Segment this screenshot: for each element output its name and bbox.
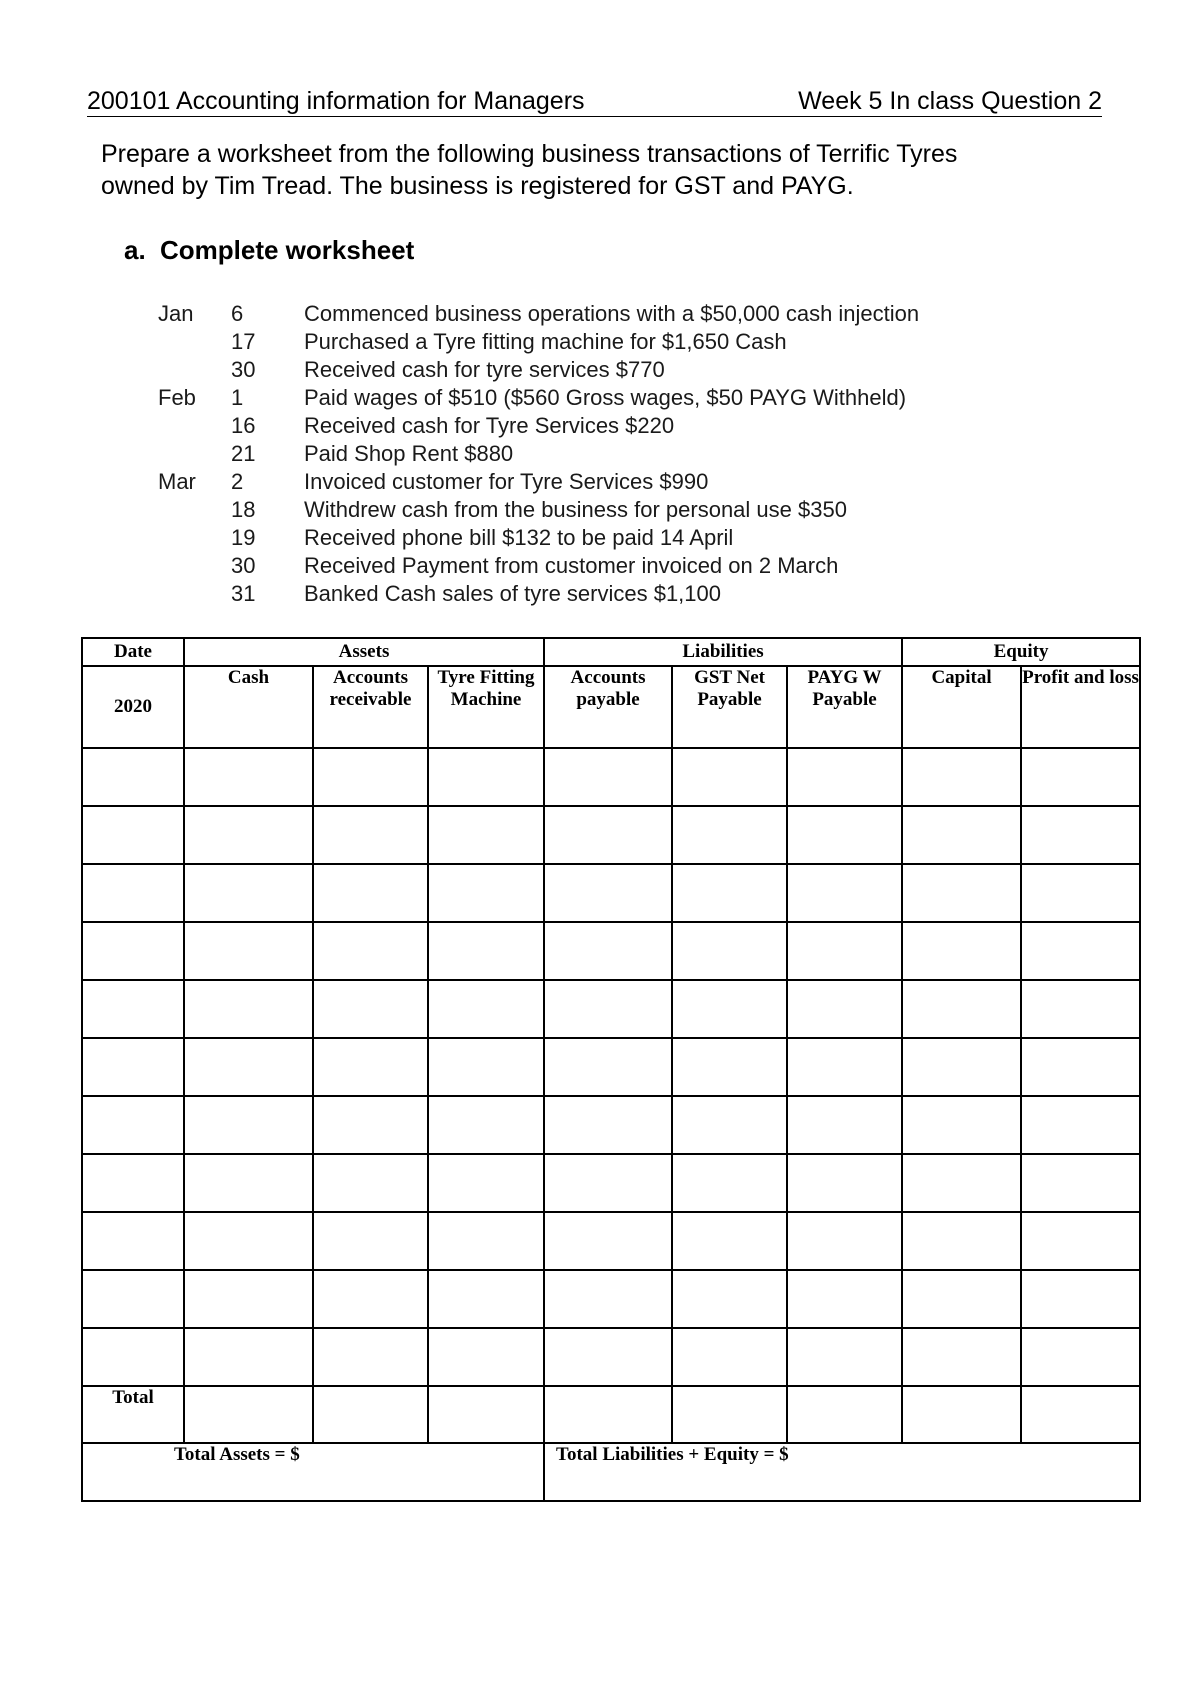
worksheet-entry-row (82, 1270, 1140, 1328)
entry-date-cell[interactable] (82, 748, 184, 806)
entry-amount-cell[interactable] (787, 1212, 902, 1270)
section-title-text: Complete worksheet (160, 235, 415, 265)
entry-amount-cell[interactable] (672, 1038, 787, 1096)
total-cell[interactable] (428, 1386, 544, 1443)
entry-date-cell[interactable] (82, 980, 184, 1038)
entry-amount-cell[interactable] (672, 748, 787, 806)
transaction-row (158, 384, 1058, 412)
instructions-paragraph (101, 138, 1111, 202)
entry-amount-cell[interactable] (544, 1096, 672, 1154)
entry-amount-cell[interactable] (428, 864, 544, 922)
entry-amount-cell[interactable] (787, 1154, 902, 1212)
entry-amount-cell[interactable] (313, 1270, 428, 1328)
entry-amount-cell[interactable] (184, 1038, 313, 1096)
entry-amount-cell[interactable] (544, 922, 672, 980)
transaction-day: 30 (231, 357, 256, 382)
transaction-day: 17 (231, 329, 256, 354)
entry-amount-cell[interactable] (428, 1270, 544, 1328)
transaction-row (158, 440, 1058, 468)
entry-amount-cell[interactable] (184, 1096, 313, 1154)
entry-amount-cell[interactable] (184, 1328, 313, 1386)
entry-amount-cell[interactable] (902, 1154, 1021, 1212)
total-liabilities-equity-label: Total Liabilities + Equity = $ (544, 1443, 1140, 1501)
transaction-day: 16 (231, 413, 256, 438)
equity-group-header: Equity (902, 638, 1140, 666)
entry-amount-cell[interactable] (428, 1328, 544, 1386)
entry-amount-cell[interactable] (428, 806, 544, 864)
entry-amount-cell[interactable] (428, 1096, 544, 1154)
instructions-line: Prepare a worksheet from the following business transactions of Terrific Tyres (101, 140, 958, 168)
entry-amount-cell[interactable] (313, 864, 428, 922)
entry-date-cell[interactable] (82, 1096, 184, 1154)
entry-amount-cell[interactable] (902, 1038, 1021, 1096)
instructions-line: owned by Tim Tread. The business is registered for GST and PAYG. (101, 172, 854, 200)
entry-amount-cell[interactable] (544, 806, 672, 864)
entry-amount-cell[interactable] (428, 922, 544, 980)
entry-date-cell[interactable] (82, 922, 184, 980)
transaction-row (158, 580, 1058, 608)
entry-amount-cell[interactable] (313, 1328, 428, 1386)
worksheet-entry-row (82, 1154, 1140, 1212)
transaction-description: Purchased a Tyre fitting machine for $1,650 Cash (304, 329, 787, 354)
transaction-row (158, 412, 1058, 440)
entry-amount-cell[interactable] (672, 1096, 787, 1154)
transaction-day: 19 (231, 525, 256, 550)
total-cell[interactable] (1021, 1386, 1140, 1443)
liabilities-group-header: Liabilities (544, 638, 902, 666)
transaction-month: Mar (158, 469, 196, 494)
payg-w-payable-column-header: PAYG W Payable (787, 666, 902, 748)
transaction-description: Banked Cash sales of tyre services $1,100 (304, 581, 722, 606)
entry-amount-cell[interactable] (313, 748, 428, 806)
transaction-day: 31 (231, 581, 256, 606)
entry-amount-cell[interactable] (184, 1270, 313, 1328)
total-cell[interactable] (313, 1386, 428, 1443)
total-assets-label: Total Assets = $ (82, 1443, 544, 1501)
entry-amount-cell[interactable] (184, 1154, 313, 1212)
worksheet-entry-row (82, 748, 1140, 806)
entry-amount-cell[interactable] (1021, 1328, 1140, 1386)
worksheet-entry-row (82, 1096, 1140, 1154)
entry-amount-cell[interactable] (1021, 806, 1140, 864)
transaction-description: Commenced business operations with a $50,000 cash injection (304, 301, 920, 326)
transaction-list (158, 300, 1058, 608)
entry-amount-cell[interactable] (428, 748, 544, 806)
entry-amount-cell[interactable] (313, 1154, 428, 1212)
transaction-description: Received Payment from customer invoiced on 2 March (304, 553, 839, 578)
transaction-row (158, 524, 1058, 552)
entry-amount-cell[interactable] (1021, 922, 1140, 980)
entry-date-cell[interactable] (82, 1154, 184, 1212)
total-cell[interactable] (787, 1386, 902, 1443)
entry-amount-cell[interactable] (902, 1212, 1021, 1270)
worksheet-entry-row (82, 806, 1140, 864)
year-header: 2020 (82, 666, 184, 748)
transaction-row (158, 300, 1058, 328)
entry-amount-cell[interactable] (313, 806, 428, 864)
entry-amount-cell[interactable] (787, 806, 902, 864)
week-question-label: Week 5 In class Question 2 (798, 87, 1102, 115)
entry-amount-cell[interactable] (787, 1038, 902, 1096)
total-cell[interactable] (902, 1386, 1021, 1443)
transaction-description: Paid Shop Rent $880 (304, 441, 514, 466)
gst-net-payable-column-header: GST Net Payable (672, 666, 787, 748)
entry-amount-cell[interactable] (902, 1096, 1021, 1154)
entry-amount-cell[interactable] (672, 1212, 787, 1270)
entry-amount-cell[interactable] (313, 922, 428, 980)
worksheet-entry-row (82, 864, 1140, 922)
entry-amount-cell[interactable] (428, 1154, 544, 1212)
entry-amount-cell[interactable] (184, 864, 313, 922)
entry-amount-cell[interactable] (1021, 748, 1140, 806)
worksheet-table (81, 637, 1141, 1502)
transaction-day: 1 (231, 385, 244, 410)
entry-amount-cell[interactable] (787, 980, 902, 1038)
section-marker: a. (124, 235, 146, 265)
entry-amount-cell[interactable] (902, 1328, 1021, 1386)
entry-amount-cell[interactable] (902, 922, 1021, 980)
worksheet-entry-row (82, 1212, 1140, 1270)
entry-amount-cell[interactable] (1021, 1038, 1140, 1096)
entry-amount-cell[interactable] (1021, 1096, 1140, 1154)
entry-amount-cell[interactable] (544, 980, 672, 1038)
entry-amount-cell[interactable] (313, 980, 428, 1038)
entry-amount-cell[interactable] (313, 1212, 428, 1270)
transaction-description: Received cash for Tyre Services $220 (304, 413, 675, 438)
entry-amount-cell[interactable] (902, 806, 1021, 864)
transaction-day: 30 (231, 553, 256, 578)
transaction-description: Received cash for tyre services $770 (304, 357, 665, 382)
entry-date-cell[interactable] (82, 806, 184, 864)
transaction-description: Paid wages of $510 ($560 Gross wages, $50 PAYG Withheld) (304, 385, 907, 410)
entry-amount-cell[interactable] (672, 1328, 787, 1386)
entry-amount-cell[interactable] (787, 1270, 902, 1328)
entry-amount-cell[interactable] (672, 806, 787, 864)
entry-amount-cell[interactable] (787, 922, 902, 980)
profit-and-loss-column-header: Profit and loss (1021, 666, 1140, 748)
entry-amount-cell[interactable] (902, 980, 1021, 1038)
capital-column-header: Capital (902, 666, 1021, 748)
accounts-receivable-column-header: Accounts receivable (313, 666, 428, 748)
transaction-description: Invoiced customer for Tyre Services $990 (304, 469, 709, 494)
entry-date-cell[interactable] (82, 1038, 184, 1096)
worksheet-entry-row (82, 980, 1140, 1038)
accounts-payable-column-header: Accounts payable (544, 666, 672, 748)
entry-amount-cell[interactable] (1021, 1154, 1140, 1212)
transaction-description: Withdrew cash from the business for personal use $350 (304, 497, 847, 522)
transaction-row (158, 468, 1058, 496)
entry-amount-cell[interactable] (787, 748, 902, 806)
entry-amount-cell[interactable] (787, 1096, 902, 1154)
total-cell[interactable] (184, 1386, 313, 1443)
worksheet-entry-row (82, 1038, 1140, 1096)
entry-amount-cell[interactable] (428, 980, 544, 1038)
assets-group-header: Assets (184, 638, 544, 666)
entry-amount-cell[interactable] (544, 864, 672, 922)
entry-amount-cell[interactable] (544, 1038, 672, 1096)
worksheet-entry-row (82, 1328, 1140, 1386)
date-header: Date (82, 638, 184, 666)
transaction-day: 2 (231, 469, 244, 494)
entry-amount-cell[interactable] (1021, 864, 1140, 922)
transaction-row (158, 552, 1058, 580)
entry-amount-cell[interactable] (672, 864, 787, 922)
entry-amount-cell[interactable] (428, 1038, 544, 1096)
entry-amount-cell[interactable] (544, 1270, 672, 1328)
transaction-day: 21 (231, 441, 256, 466)
total-label: Total (82, 1386, 184, 1443)
entry-date-cell[interactable] (82, 864, 184, 922)
entry-amount-cell[interactable] (1021, 980, 1140, 1038)
entry-amount-cell[interactable] (1021, 1212, 1140, 1270)
entry-amount-cell[interactable] (184, 748, 313, 806)
entry-amount-cell[interactable] (787, 1328, 902, 1386)
entry-date-cell[interactable] (82, 1270, 184, 1328)
entry-amount-cell[interactable] (544, 1212, 672, 1270)
entry-amount-cell[interactable] (544, 1328, 672, 1386)
entry-amount-cell[interactable] (672, 922, 787, 980)
worksheet-body (82, 748, 1140, 1501)
course-title: 200101 Accounting information for Managers (87, 87, 585, 115)
total-row (82, 1386, 1140, 1443)
entry-amount-cell[interactable] (672, 1270, 787, 1328)
entry-amount-cell[interactable] (672, 980, 787, 1038)
entry-amount-cell[interactable] (672, 1154, 787, 1212)
entry-amount-cell[interactable] (902, 864, 1021, 922)
entry-amount-cell[interactable] (184, 922, 313, 980)
worksheet-entry-row (82, 922, 1140, 980)
transaction-month: Feb (158, 385, 196, 410)
entry-amount-cell[interactable] (184, 1212, 313, 1270)
cash-column-header: Cash (184, 666, 313, 748)
entry-amount-cell[interactable] (313, 1096, 428, 1154)
entry-amount-cell[interactable] (902, 748, 1021, 806)
tyre-fitting-machine-column-header: Tyre Fitting Machine (428, 666, 544, 748)
summary-row (82, 1443, 1140, 1501)
entry-amount-cell[interactable] (184, 806, 313, 864)
entry-amount-cell[interactable] (787, 864, 902, 922)
entry-amount-cell[interactable] (313, 1038, 428, 1096)
page-header (87, 86, 1102, 117)
entry-amount-cell[interactable] (428, 1212, 544, 1270)
entry-date-cell[interactable] (82, 1328, 184, 1386)
entry-amount-cell[interactable] (544, 1154, 672, 1212)
transaction-day: 6 (231, 301, 244, 326)
transaction-row (158, 356, 1058, 384)
transaction-description: Received phone bill $132 to be paid 14 April (304, 525, 734, 550)
transaction-day: 18 (231, 497, 256, 522)
entry-amount-cell[interactable] (184, 980, 313, 1038)
entry-amount-cell[interactable] (902, 1270, 1021, 1328)
entry-amount-cell[interactable] (1021, 1270, 1140, 1328)
entry-date-cell[interactable] (82, 1212, 184, 1270)
entry-amount-cell[interactable] (544, 748, 672, 806)
total-cell[interactable] (672, 1386, 787, 1443)
transaction-row (158, 496, 1058, 524)
transaction-month: Jan (158, 301, 194, 326)
section-heading (124, 234, 414, 266)
total-cell[interactable] (544, 1386, 672, 1443)
transaction-row (158, 328, 1058, 356)
